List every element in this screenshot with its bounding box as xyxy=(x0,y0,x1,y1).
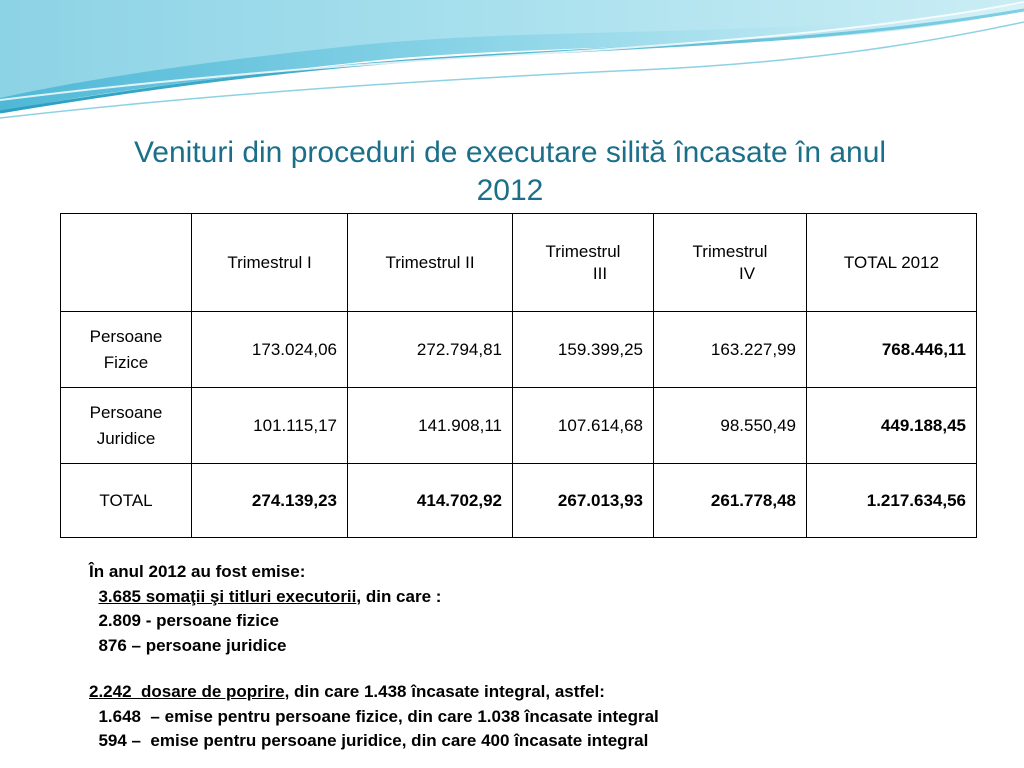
row-label-pj-line2: Juridice xyxy=(96,428,156,448)
cell-total-total: 1.217.634,56 xyxy=(807,464,977,538)
header-q4-line2: IV xyxy=(738,263,756,283)
table-row-total xyxy=(61,464,977,538)
notes-dosare-rest: , din care 1.438 încasate integral, astfel: xyxy=(284,682,605,701)
cell-pj-q1: 101.115,17 xyxy=(192,388,348,464)
row-label-pf-line1: Persoane xyxy=(89,326,163,346)
cell-pf-total: 768.446,11 xyxy=(807,312,977,388)
slide-title-line2: 2012 xyxy=(476,174,544,207)
cell-pj-q3: 107.614,68 xyxy=(513,388,654,464)
row-label-pf-line2: Fizice xyxy=(103,352,149,372)
notes-dosare-line xyxy=(89,680,989,705)
notes-dosare-link: 2.242 dosare de poprire xyxy=(89,682,285,701)
slide-title xyxy=(60,134,960,210)
table-row-persoane-juridice xyxy=(61,388,977,464)
cell-total-q4: 261.778,48 xyxy=(654,464,807,538)
header-q4 xyxy=(654,214,807,312)
notes-dosare-pj: 594 – emise pentru persoane juridice, din care 400 încasate integral xyxy=(89,731,649,750)
table-header-row xyxy=(61,214,977,312)
row-label-pj-line1: Persoane xyxy=(89,402,163,422)
header-q3 xyxy=(513,214,654,312)
header-q3-line1: Trimestrul xyxy=(545,241,621,261)
cell-pj-total: 449.188,45 xyxy=(807,388,977,464)
cell-pf-q1: 173.024,06 xyxy=(192,312,348,388)
notes-somatii-pj: 876 – persoane juridice xyxy=(89,635,287,655)
cell-pf-q3: 159.399,25 xyxy=(513,312,654,388)
header-wave-decoration xyxy=(0,0,1024,130)
row-label-total: TOTAL xyxy=(61,464,192,538)
header-q3-line2: III xyxy=(592,263,608,283)
cell-pj-q4: 98.550,49 xyxy=(654,388,807,464)
header-q1: Trimestrul I xyxy=(192,214,348,312)
header-total: TOTAL 2012 xyxy=(807,214,977,312)
header-q2: Trimestrul II xyxy=(348,214,513,312)
notes-section xyxy=(89,560,989,754)
row-label-persoane-juridice xyxy=(61,388,192,464)
revenue-table xyxy=(60,213,977,538)
notes-dosare-pf: 1.648 – emise pentru persoane fizice, din care 1.038 încasate integral xyxy=(89,706,659,726)
notes-somatii-link: 3.685 somaţii şi titluri executorii xyxy=(98,586,357,606)
cell-pf-q2: 272.794,81 xyxy=(348,312,513,388)
notes-intro: În anul 2012 au fost emise: xyxy=(89,562,306,581)
header-q4-line1: Trimestrul xyxy=(692,241,768,261)
table-row-persoane-fizice xyxy=(61,312,977,388)
cell-pf-q4: 163.227,99 xyxy=(654,312,807,388)
notes-somatii-pf: 2.809 - persoane fizice xyxy=(89,611,279,630)
cell-total-q1: 274.139,23 xyxy=(192,464,348,538)
notes-gap xyxy=(89,658,989,680)
header-empty-cell xyxy=(61,214,192,312)
cell-pj-q2: 141.908,11 xyxy=(348,388,513,464)
slide-title-line1: Venituri din proceduri de executare silită încasate în anul xyxy=(133,136,887,169)
notes-somatii-rest: , din care : xyxy=(356,586,442,606)
notes-somatii-line xyxy=(89,585,989,610)
cell-total-q2: 414.702,92 xyxy=(348,464,513,538)
row-label-persoane-fizice xyxy=(61,312,192,388)
cell-total-q3: 267.013,93 xyxy=(513,464,654,538)
